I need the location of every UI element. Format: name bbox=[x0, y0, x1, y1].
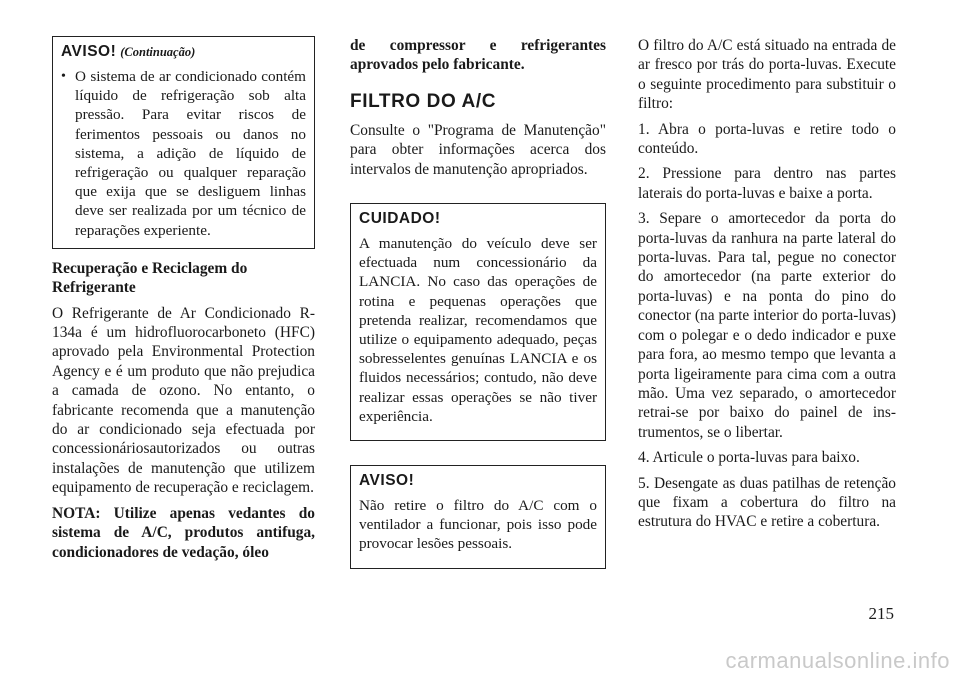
step-4: 4. Articule o porta-luvas para baixo. bbox=[638, 449, 860, 467]
step-5: 5. Desengate as duas patilhas de retenção que fixam a cobertura do filtro na estrutura do HVAC e retire a cobertura. bbox=[638, 474, 896, 531]
section-title: FILTRO DO A/C bbox=[350, 90, 497, 112]
paragraph-refrigerant: O Refrigerante de Ar Condicionado R-134a é um hidrofluorocarboneto (HFC) aprovado pela Environmental Protection Agency e é um produto que não prejudica a camada de ozono. No entanto, o fabricante recomenda que a manutenção do ar condicionado seja efectuada por concessionáriosautorizados ou outras instalações de manutenção que utilizem equipamento de recuperação e reciclagem. bbox=[52, 304, 315, 497]
step-3: 3. Separe o amortecedor da porta do porta-luvas da ranhura na parte lateral do porta-luvas. Para tal, pegue no conector do amortecedor (na parte exterior do porta-luvas) e na ponta do pino do conector (na parte interior do porta-luvas) com o polegar e o dedo indicador e puxe para fora, ao mesmo tempo que levanta a porta ligeiramente para cima com a outra mão. Uma vez separado, o amortecedor retrai-se por baixo do painel de instrumentos, se o libertar. bbox=[638, 210, 896, 441]
warning-box bbox=[350, 465, 606, 569]
warning-bullet bbox=[61, 67, 306, 240]
note-continuation: de compressor e refrigerantes aprovados pelo fabricante. bbox=[350, 37, 606, 74]
note-paragraph: NOTA: Utilize apenas vedantes do sistema de A/C, produtos antifuga, condicionadores de vedação, óleo bbox=[52, 504, 315, 561]
column-right bbox=[638, 36, 896, 538]
warning-title bbox=[61, 43, 306, 61]
column-middle bbox=[350, 36, 606, 579]
step-2: 2. Pressione para dentro nas partes laterais do porta-luvas e baixe a porta. bbox=[638, 165, 896, 202]
warning-bullet-text: O sistema de ar condicionado contém líquido de refrigeração sob alta pressão. Para evitar riscos de ferimentos pessoais ou danos no sistema, a adição de líquido de refrigeração ou qualquer reparação que exija que se desliguem linhas deve ser realizada por um técnico de reparações experiente. bbox=[75, 68, 306, 239]
page-number: 215 bbox=[868, 604, 894, 623]
step-1: 1. Abra o porta-luvas e retire todo o conteúdo. bbox=[638, 120, 896, 158]
warning-box-continued bbox=[52, 36, 315, 249]
caution-text: A manutenção do veículo deve ser efectuada num concessionário da LANCIA. No caso das operações de rotina e pequenas operações que pretenda realizar, recomendamos que utilize o equipamento adequado, peças sobresselentes genuínas LANCIA e os fluidos necessários; contudo, não deve realizar essas operações se não tiver experiência. bbox=[359, 235, 597, 425]
warning-title: AVISO! bbox=[359, 472, 415, 490]
caution-title: CUIDADO! bbox=[359, 210, 441, 228]
column-left bbox=[52, 36, 315, 568]
watermark: carmanualsonline.info bbox=[725, 648, 950, 673]
filter-location-paragraph: O filtro do A/C está situado na entrada de ar fresco por trás do porta-luvas. Execute o seguinte procedimento para substituir o filtro: bbox=[638, 37, 896, 113]
warning-text: Não retire o filtro do A/C com o ventilador a funcionar, pois isso pode provocar lesões pessoais. bbox=[359, 497, 597, 553]
warning-title-label: AVISO! bbox=[61, 43, 117, 60]
subheading-recycling: Recuperação e Reciclagem do Refrigerante bbox=[52, 259, 248, 297]
warning-continued-label: (Continuação) bbox=[120, 45, 196, 59]
intro-paragraph: Consulte o "Programa de Manutenção" para obter informações acerca dos intervalos de manutenção apropriados. bbox=[350, 121, 606, 178]
bullet-icon: • bbox=[61, 69, 66, 84]
caution-box bbox=[350, 203, 606, 441]
